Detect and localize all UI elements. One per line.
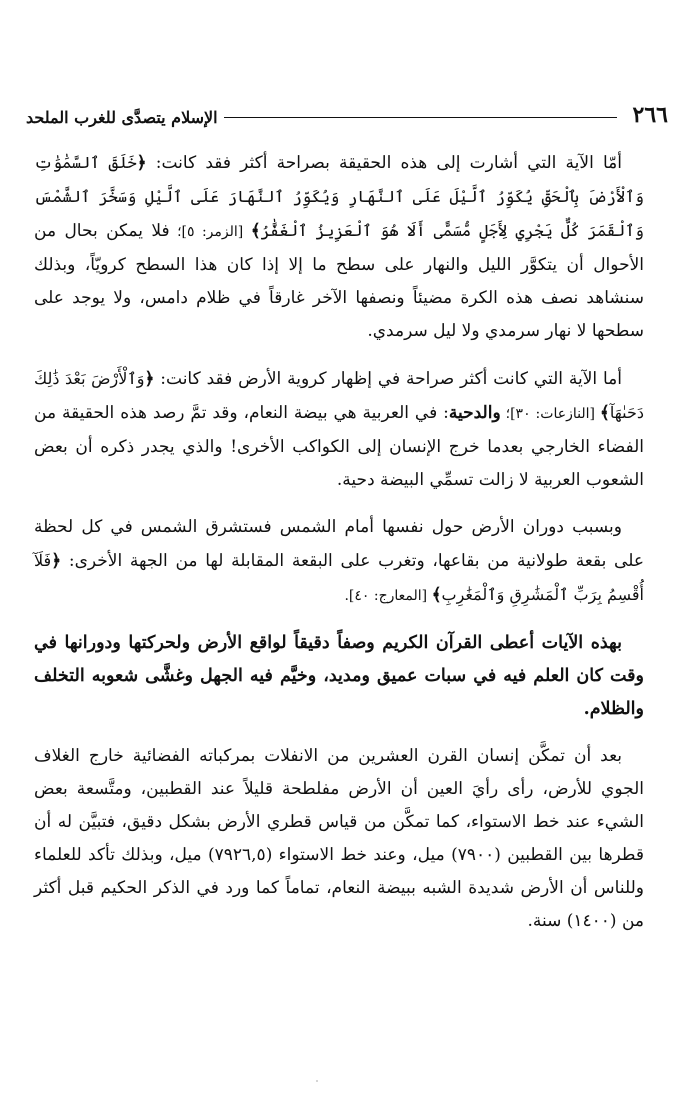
paragraph-1-lead: أمّا الآية التي أشارت إلى هذه الحقيقة بصراحة أكثر فقد كانت: [146, 153, 622, 173]
header-rule [224, 117, 617, 118]
paragraph-2 [34, 362, 644, 497]
verse-reference-naziat: [النازعات: ٣٠]؛ [500, 406, 600, 422]
paragraph-2-lead: أما الآية التي كانت أكثر صراحة في إظهار كروية الأرض فقد كانت: [154, 369, 622, 389]
running-title: الإسلام يتصدَّى للغرب الملحد [26, 108, 218, 127]
paragraph-1 [34, 146, 644, 348]
term-dahiya: والدحية [448, 403, 501, 423]
verse-close-bracket: ﴾ [599, 403, 610, 423]
paragraph-5: بعد أن تمكَّن إنسان القرن العشرين من الانفلات بمركباته الفضائية خارج الغلاف الجوي للأرض، رأى رأيَ العين أن الأرض مفلطحة قليلاً عند القطبين، ومتَّسعة بعض الشيء عند خط الاستواء، كما تمكَّن من قياس قطري الأرض بشكل دقيق، فتبيَّن له أن قطرها بين القطبين (٧٩٠٠) ميل، وعند خط الاستواء (٧٩٢٦,٥) ميل، وبذلك تأكد للعلماء وللناس أن الأرض شديدة الشبه ببيضة النعام، تماماً كما ورد في الذكر الحكيم قبل أكثر من (١٤٠٠) سنة. [34, 746, 644, 931]
quran-verse-naziat: وَٱلْأَرْضَ بَعْدَ ذَٰلِكَ دَحَىٰهَآ [34, 369, 644, 422]
paragraph-3-lead: وبسبب دوران الأرض حول نفسها أمام الشمس فستشرق الشمس في كل لحظة على بقعة طولانية من بقاعها، وتغرب على البقعة المقابلة لها من الجهة الأخرى: [34, 517, 644, 571]
paragraph-1-rest: فلا يمكن بحال من الأحوال أن يتكوَّر الليل والنهار على سطح ما إلا إذا كان هذا السطح كرويّاً، وبذلك سنشاهد نصف هذه الكرة مضيئاً ونصفها الآخر غارقاً في ظلام دامس، ولا يوجد على سطحها لا نهار سرمدي ولا ليل سرمدي. [34, 221, 644, 341]
paragraph-2-rest: : في العربية هي بيضة النعام، وقد تمَّ رصد هذه الحقيقة من الفضاء الخارجي بعدما خرج الإنسان إلى الكواكب الأخرى! والذي يجدر ذكره أن بعض الشعوب العربية لا زالت تسمِّي البيضة دحية. [34, 403, 644, 490]
verse-open-bracket: ﴿ [136, 153, 147, 173]
paragraph-4-emphasis: بهذه الآيات أعطى القرآن الكريم وصفاً دقيقاً لواقع الأرض ولحركتها ودورانها في وقت كان العلم فيه في سبات عميق ومديد، وخيَّم فيه الجهل وغشَّى شعوبه التخلف والظلام. [34, 633, 644, 719]
scan-speck [316, 1080, 318, 1082]
quran-verse-zumar: خَلَقَ ٱلسَّمَٰوَٰتِ وَٱلْأَرْضَ بِٱلْحَقِّ يُكَوِّرُ ٱلَّيْلَ عَلَى ٱلنَّهَارِ وَيُكَوِّرُ ٱلنَّهَارَ عَلَى ٱلَّيْلِ وَسَخَّرَ ٱلشَّمْسَ وَٱلْقَمَرَ كُلٌّ يَجْرِي لِأَجَلٍ مُّسَمًّى أَلَا هُوَ ٱلْعَزِيزُ ٱلْغَفَّٰرُ [34, 153, 645, 240]
page-body [34, 146, 644, 952]
verse-close-bracket: ﴾ [431, 585, 442, 605]
quran-verse-maarij: فَلَآ أُقْسِمُ بِرَبِّ ٱلْمَشَٰرِقِ وَٱلْمَغَٰرِبِ [34, 551, 644, 604]
page-header [26, 92, 668, 126]
verse-open-bracket: ﴿ [144, 369, 155, 389]
verse-close-bracket: ﴾ [250, 221, 261, 241]
paragraph-3 [34, 511, 644, 613]
page-number: ٢٦٦ [632, 102, 668, 128]
verse-reference-zumar: [الزمر: ٥]؛ [169, 224, 251, 240]
verse-reference-maarij: [المعارج: ٤٠]. [344, 588, 432, 604]
verse-open-bracket: ﴿ [51, 551, 62, 571]
